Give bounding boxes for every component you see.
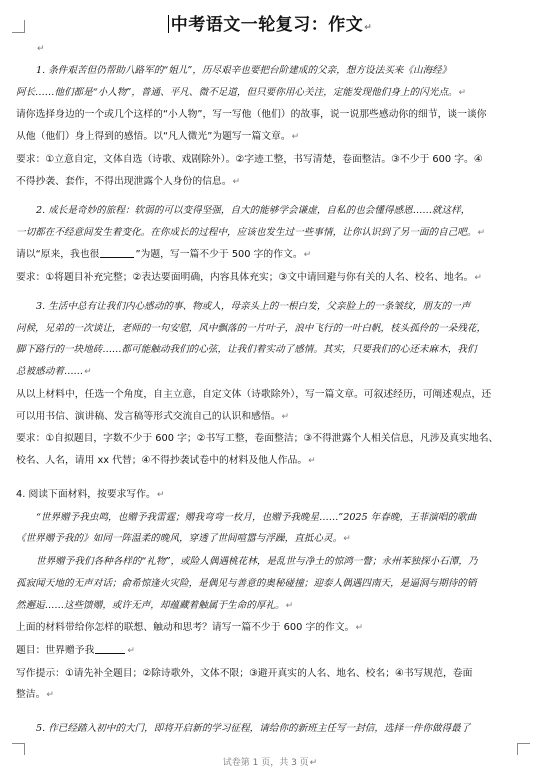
fill-in-blank[interactable]	[95, 643, 125, 654]
q3-line: 总被感动着……↵	[16, 366, 92, 378]
crop-mark	[12, 743, 25, 744]
fill-in-blank[interactable]	[100, 247, 134, 258]
q3-line: 可以用书信、演讲稿、发言稿等形式交流自己的认识和感悟。↵	[16, 410, 290, 422]
q1-requirement: 要求：①立意自定，文体自选（诗歌、戏剧除外）。②字迹工整，书写清楚，卷面整洁。③不少于 600 字。④	[16, 153, 483, 165]
question-5[interactable]	[16, 718, 524, 740]
crop-mark	[24, 743, 25, 755]
question-3[interactable]	[16, 296, 524, 473]
q4-line: 然邂逅……这些馈赠，或许无声，却蕴藏着触属于生命的厚礼。↵	[16, 599, 294, 611]
q4-hint: 写作提示：①请先补全题目；②除诗歌外，文体不限；③避开真实的人名、地名、校名；④书写规范，卷面	[16, 667, 473, 679]
q4-title-line: 题目：世界赠予我 ↵	[16, 644, 135, 656]
q2-line: 2. 成长是奇妙的旅程：软弱的可以变得坚强，自大的能够学会谦虚，自私的也会懂得感恩……就这样，	[36, 205, 471, 216]
empty-paragraph[interactable]: ↵	[37, 44, 45, 54]
q2-requirement: 要求：①将题目补充完整；②表达要面明确，内容具体充实；③文中请回避与你有关的人名、校名、地名。↵	[16, 272, 482, 284]
question-4[interactable]	[16, 484, 524, 707]
q4-line: “世界赠予我虫鸣，也赠予我雷霆；赠我弯弯一枚月，也赠予我晚星……”2025 年春晚，王菲演唱的歌曲	[36, 511, 477, 523]
question-1[interactable]	[16, 60, 524, 193]
q3-line: 问候，兄弟的一次谈让，老师的一句安慰，风中飘落的一片叶子，浪中飞行的一叶白帆，枝头孤伶的一朵残花，	[16, 322, 487, 334]
q3-line: 3. 生活中总有让我们内心感动的事、物或人，母亲头上的一根白发，父亲脸上的一条皱纹，朋友的一声	[36, 301, 471, 312]
text-cursor	[168, 15, 169, 33]
page-footer: 试卷第 1 页，共 3 页↵	[222, 758, 318, 768]
q1-requirement: 不得抄袭、套作，不得出现泄露个人身份的信息。↵	[16, 175, 241, 187]
q4-line: 孤寂闻天地的无声对话；俞希惊逢火灾险，是偶见与善意的奥秘碰撞；迎泰人偶遇四南天，是逼洞与期待的销	[16, 577, 477, 589]
q4-line: 《世界赠予我的》如同一阵温柔的晚风，穿透了世间喧嚣与浮躁，直抵心灵。↵	[16, 533, 351, 545]
q3-line: 从以上材料中，任选一个角度，自主立意，自定文体（诗歌除外），写一篇文章。可叙述经历，可阐述观点，还	[16, 388, 492, 400]
q5-line: 5. 作已经踏入初中的大门，即将开启新的学习征程，请给你的新班主任写一封信，选择一件你做得最了	[36, 723, 471, 734]
q3-requirement: 校名、人名，请用 xx 代替；④不得抄袭试卷中的材料及他人作品。↵	[16, 454, 316, 466]
q3-line: 脚下路行的一块地砖……都可能触动我们的心弦，让我们着实动了感情。其实，只要我们的心还未麻木，我们	[16, 344, 477, 356]
q2-line: 请以“原来，我也很 ”为题，写一篇不少于 500 字的作文。↵	[16, 249, 312, 261]
q1-line: 阿长……他们都是“小人物”，普通、平凡、微不足道，但只要你用心关注，定能发现他们身上的闪光点。↵	[16, 86, 467, 98]
q3-requirement: 要求：①自拟题目，字数不少于 600 字；②书写工整，卷面整洁；③不得泄露个人相关信息，凡涉及真实地名、	[16, 433, 499, 445]
crop-mark	[517, 743, 530, 744]
q1-line: 1. 条件艰苦但仍帮助八路军的“姐儿”，历尽艰辛也要把台阶建成的父亲，想方设法买来《山海经》	[36, 65, 452, 76]
q1-line: 请你选择身边的一个或几个这样的“小人物”，写一写他（他们）的故事，说一说那些感动你的细节，谈一谈你	[16, 109, 487, 121]
q2-line: 一切都在不经意间发生着变化。在你成长的过程中，应该也发生过一些事情，让你认识到了另一面的自己吧。↵	[16, 226, 486, 238]
q4-heading: 4. 阅读下面材料，按要求写作。↵	[16, 489, 165, 500]
crop-mark	[517, 743, 518, 755]
question-2[interactable]	[16, 200, 524, 290]
q4-hint: 整洁。↵	[16, 689, 54, 701]
page-title[interactable]: 中考语文一轮复习：作文↵	[0, 10, 540, 35]
q4-line: 上面的材料带给你怎样的联想、触动和思考？请写一篇不少于 600 字的作文。↵	[16, 622, 363, 634]
q1-line: 从他（他们）身上得到的感悟。以“凡人微光”为题写一篇文章。↵	[16, 131, 300, 143]
q4-line: 世界赠予我们各种各样的“礼物”，或险人偶遇桃花林，是乱世与净土的惊鸿一瞥；永州苯独探小石潭，乃	[36, 556, 478, 568]
